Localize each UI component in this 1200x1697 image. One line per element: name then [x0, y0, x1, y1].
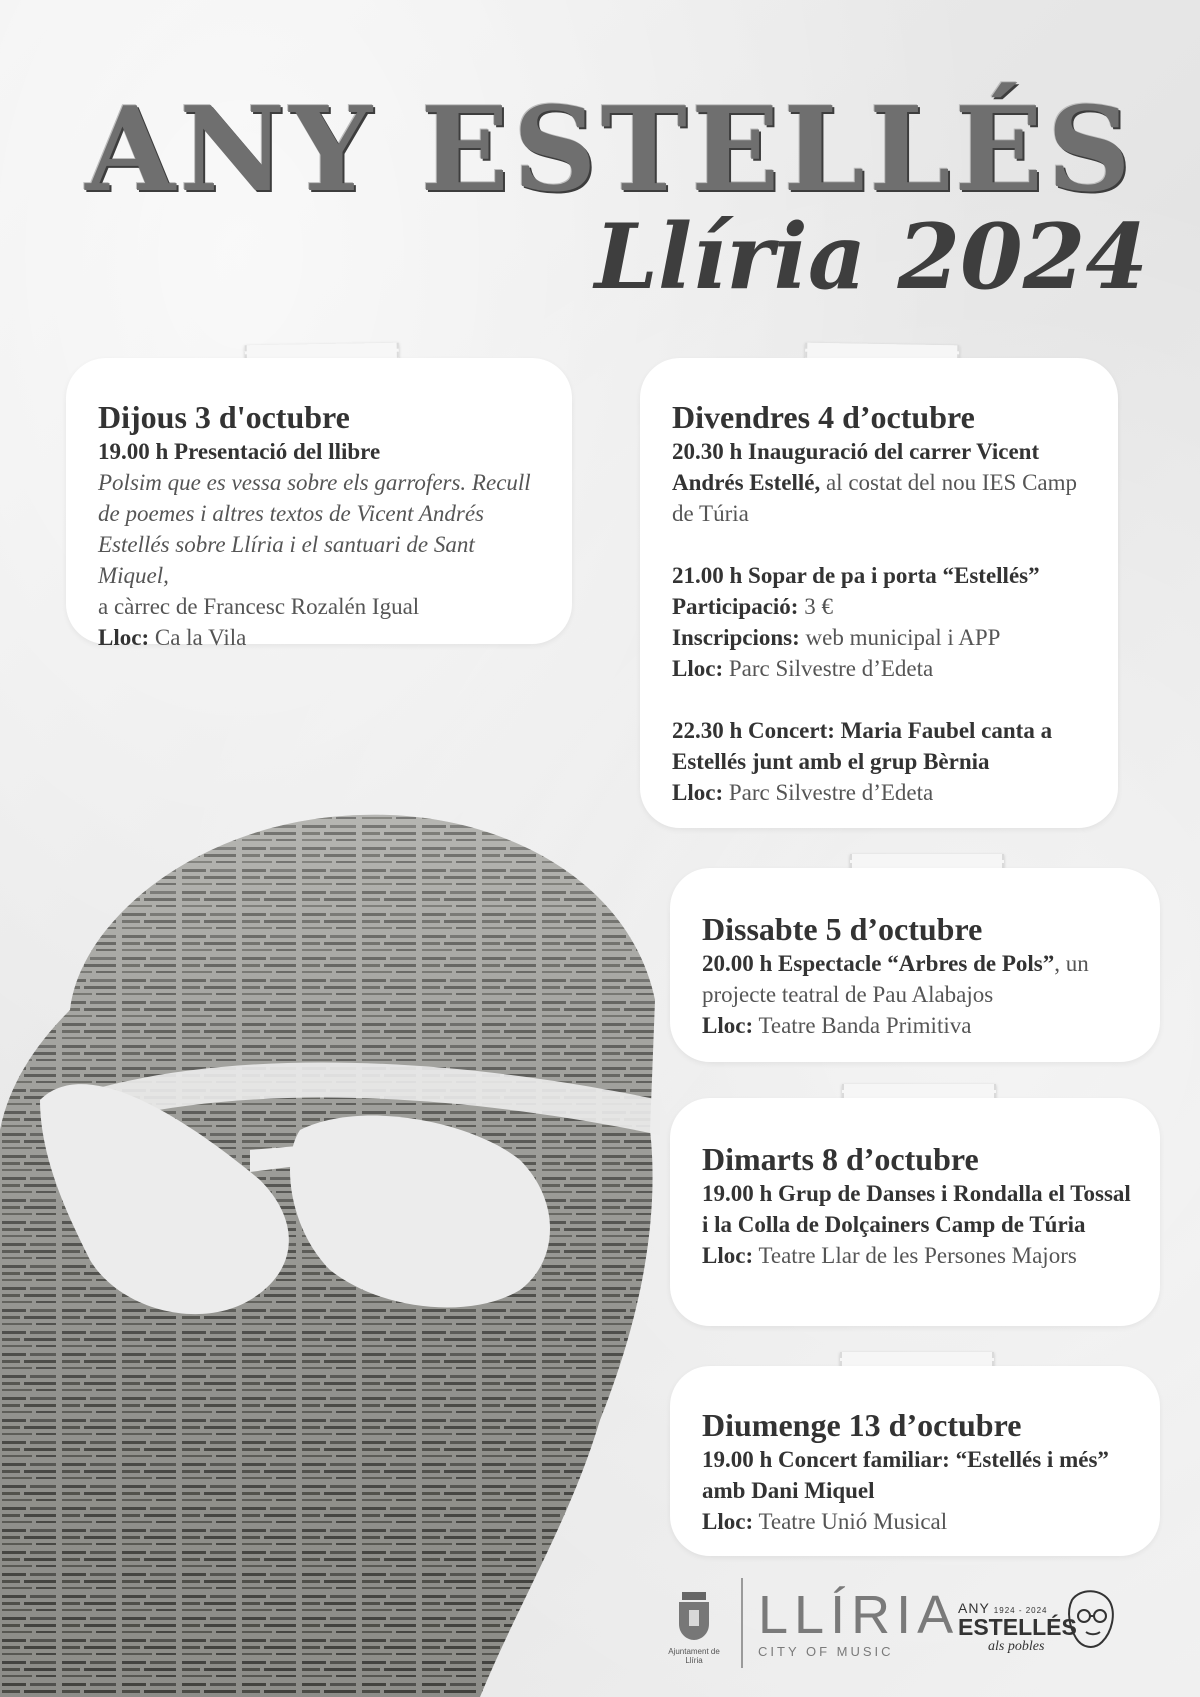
event-day: Dissabte 5 d’octubre — [702, 911, 983, 947]
estelles-portrait-icon — [1058, 1586, 1118, 1652]
event-line: Participació: 3 € — [672, 594, 833, 620]
event-line: a càrrec de Francesc Rozalén Igual — [98, 594, 420, 620]
years-text: 1924 - 2024 — [993, 1606, 1048, 1615]
lliria-city-of-music-logo — [758, 1585, 960, 1659]
event-day: Dijous 3 d'octubre — [98, 399, 350, 435]
event-card-dijous — [66, 358, 572, 651]
lliria-logo-text: LLÍRIA — [758, 1585, 960, 1645]
event-day: Diumenge 13 d’octubre — [702, 1407, 1022, 1443]
event-book-title: Polsim que es vessa sobre els garrofers. Recull de poemes i altres textos de Vicent Andrés Estellés sobre Llíria i el santuari de Sant Miquel, — [98, 470, 531, 589]
event-line: 20.00 h Espectacle “Arbres de Pols”, un projecte teatral de Pau Alabajos — [702, 951, 1089, 1008]
event-card-dissabte — [670, 868, 1160, 1062]
event-card-dimarts — [670, 1098, 1160, 1326]
event-line: 20.30 h Inauguració del carrer Vicent Andrés Estellé, al costat del nou IES Camp de Túria — [672, 439, 1078, 527]
newspaper-silhouette-image — [0, 800, 700, 1697]
any-text: ANY — [958, 1600, 990, 1616]
poster-title: ANY ESTELLÉS — [85, 82, 1135, 218]
event-line: 22.30 h Concert: Maria Faubel canta a Estellés junt amb el grup Bèrnia — [672, 718, 1053, 775]
coat-of-arms-icon — [674, 1590, 714, 1642]
event-line: Inscripcions: web municipal i APP — [672, 625, 1001, 651]
als-pobles-text: als pobles — [988, 1639, 1045, 1654]
event-card-divendres — [640, 358, 1118, 828]
event-place: Lloc: Parc Silvestre d’Edeta — [672, 780, 934, 806]
footer-divider — [741, 1578, 743, 1668]
event-place: Lloc: Teatre Banda Primitiva — [702, 1013, 972, 1039]
poster-subtitle: Llíria 2024 — [594, 204, 1148, 310]
any-estelles-als-pobles-logo — [958, 1600, 1138, 1655]
event-place: Lloc: Teatre Unió Musical — [702, 1509, 948, 1535]
event-place: Lloc: Ca la Vila — [98, 625, 247, 651]
event-day: Dimarts 8 d’octubre — [702, 1141, 979, 1177]
event-line: 19.00 h Grup de Danses i Rondalla el Tossal i la Colla de Dolçainers Camp de Túria — [702, 1181, 1131, 1238]
event-place: Lloc: Parc Silvestre d’Edeta — [672, 656, 934, 682]
event-place: Lloc: Teatre Llar de les Persones Majors — [702, 1243, 1077, 1269]
ajuntament-logo — [662, 1590, 726, 1665]
event-line: 21.00 h Sopar de pa i porta “Estellés” — [672, 563, 1040, 589]
city-of-music-text: CITY OF MUSIC — [758, 1644, 894, 1659]
ajuntament-text: Ajuntament de Llíria — [668, 1647, 720, 1665]
event-line: 19.00 h Presentació del llibre — [98, 439, 381, 465]
event-card-diumenge — [670, 1366, 1160, 1556]
event-line: 19.00 h Concert familiar: “Estellés i més” amb Dani Miquel — [702, 1447, 1109, 1504]
event-day: Divendres 4 d’octubre — [672, 399, 975, 435]
estelles-text: ESTELLÉS — [958, 1614, 1077, 1640]
